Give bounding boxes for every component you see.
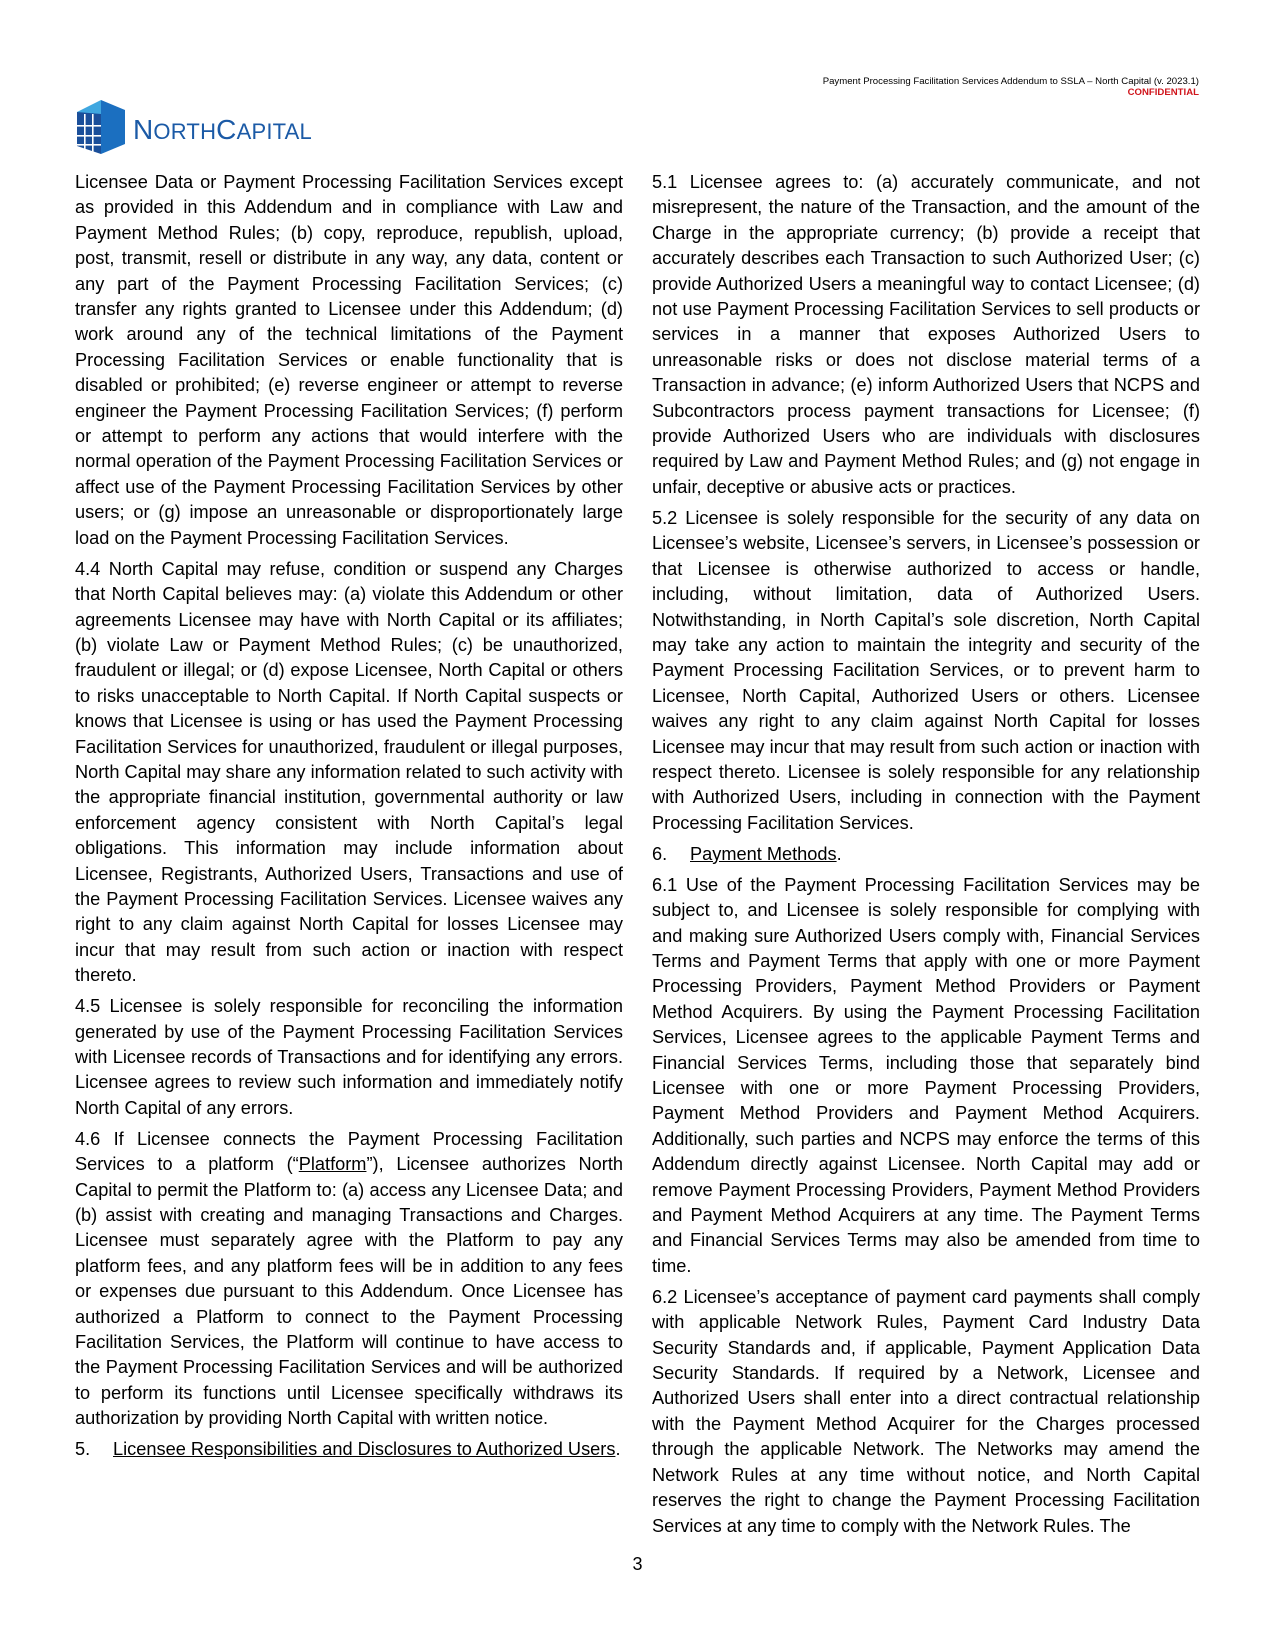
section-5-heading: 5. Licensee Responsibilities and Disclosures to Authorized Users. — [75, 1439, 621, 1460]
platform-defined-term: Platform — [298, 1154, 367, 1175]
paragraph-6-1: 6.1 Use of the Payment Processing Facilitation Services may be subject to, and Licensee is solely responsible for complying with and making sure Authorized Users comply with, Financial Services Terms and Payment Terms that apply with one or more Payment Processing Providers, Payment Method Providers or Payment Method Acquirers. By using the Payment Processing Facilitation Services, Licensee agrees to the applicable Payment Terms and Financial Services Terms, including those that separately bind Licensee with one or more Payment Processing Providers, Payment Method Providers and Payment Method Acquirers. Additionally, such parties and NCPS may enforce the terms of this Addendum directly against Licensee. North Capital may add or remove Payment Processing Providers, Payment Method Providers and Payment Method Acquirers at any time. The Payment Terms and Financial Services Terms may also be amended from time to time. — [652, 874, 1200, 1276]
north-capital-logo — [75, 98, 312, 154]
building-cube-icon — [75, 98, 127, 154]
logo-wordmark: NORTHCAPITAL — [133, 114, 312, 145]
paragraph-4-4: 4.4 North Capital may refuse, condition or suspend any Charges that North Capital believes may: (a) violate this Addendum or other agreements Licensee may have with North Capital or its affiliates; (b) violate Law or Payment Method Rules; (c) be unauthorized, fraudulent or illegal; or (d) expose Licensee, North Capital or others to risks unacceptable to North Capital. If North Capital suspects or knows that Licensee is using or has used the Payment Processing Facilitation Services for unauthorized, fraudulent or illegal purposes, North Capital may share any information related to such activity with the appropriate financial institution, governmental authority or law enforcement agency consistent with North Capital’s legal obligations. This information may include information about Licensee, Registrants, Authorized Users, Transactions and use of the Payment Processing Facilitation Services. Licensee waives any right to any claim against North Capital for losses Licensee may incur that may result from such action or inaction with respect thereto. — [75, 558, 623, 986]
page-number: 3 — [632, 1554, 643, 1574]
right-column — [652, 170, 1200, 1545]
confidential-label: CONFIDENTIAL — [1127, 87, 1199, 98]
paragraph-5-2: 5.2 Licensee is solely responsible for the security of any data on Licensee’s website, Licensee’s servers, in Licensee’s possession or that Licensee is otherwise authorized to access or handle, including, without limitation, data of Authorized Users. Notwithstanding, in North Capital’s sole discretion, North Capital may take any action to maintain the integrity and security of the Payment Processing Facilitation Services, or to prevent harm to Licensee, North Capital, Authorized Users or others. Licensee waives any right to any claim against North Capital for losses Licensee may incur that may result from such action or inaction with respect thereto. Licensee is solely responsible for any relationship with Authorized Users, including in connection with the Payment Processing Facilitation Services. — [652, 507, 1200, 833]
document-header — [823, 76, 1199, 98]
paragraph-6-2: 6.2 Licensee’s acceptance of payment card payments shall comply with applicable Network Rules, Payment Card Industry Data Security Standards and, if applicable, Payment Application Data Security Standards. If required by a Network, Licensee and Authorized Users shall enter into a direct contractual relationship with the Payment Method Acquirer for the Charges processed through the applicable Network. The Networks may amend the Network Rules at any time without notice, and North Capital reserves the right to change the Payment Processing Facilitation Services at any time to comply with the Network Rules. The — [652, 1286, 1200, 1536]
paragraph-4-5: 4.5 Licensee is solely responsible for reconciling the information generated by use of the Payment Processing Facilitation Services with Licensee records of Transactions and for identifying any errors. Licensee agrees to review such information and immediately notify North Capital of any errors. — [75, 996, 623, 1118]
header-title: Payment Processing Facilitation Services Addendum to SSLA – North Capital (v. 2023.1) — [822, 76, 1199, 87]
paragraph-4-6: 4.6 If Licensee connects the Payment Processing Facilitation Services to a platform (“Platform”), Licensee authorizes North Capital to permit the Platform to: (a) access any Licensee Data; and (b) assist with creating and managing Transactions and Charges. Licensee must separately agree with the Platform to pay any platform fees, and any platform fees will be in addition to any fees or expenses due pursuant to this Addendum. Once Licensee has authorized a Platform to connect to the Payment Processing Facilitation Services, the Platform will continue to have access to the Payment Processing Facilitation Services and will be authorized to perform its functions until Licensee specifically withdraws its authorization by providing North Capital with written notice. — [75, 1128, 623, 1429]
section-5-title: Licensee Responsibilities and Disclosures to Authorized Users — [113, 1439, 616, 1460]
section-6-title: Payment Methods — [690, 843, 837, 864]
paragraph-5-1: 5.1 Licensee agrees to: (a) accurately communicate, and not misrepresent, the nature of the Transaction, and the amount of the Charge in the appropriate currency; (b) provide a receipt that accurately describes each Transaction to such Authorized User; (c) provide Authorized Users a meaningful way to contact Licensee; (d) not use Payment Processing Facilitation Services to sell products or services in a manner that exposes Authorized Users to unreasonable risks or does not disclose material terms of a Transaction in advance; (e) inform Authorized Users that NCPS and Subcontractors process payment transactions for Licensee; (f) provide Authorized Users who are individuals with disclosures required by Law and Payment Method Rules; and (g) not engage in unfair, deceptive or abusive acts or practices. — [652, 172, 1200, 497]
section-6-heading: 6. Payment Methods. — [652, 843, 842, 864]
left-column — [75, 170, 623, 1468]
paragraph-continued: Licensee Data or Payment Processing Facilitation Services except as provided in this Addendum and in compliance with Law and Payment Method Rules; (b) copy, reproduce, republish, upload, post, transmit, resell or distribute in any way, any data, content or any part of the Payment Processing Facilitation Services; (c) transfer any rights granted to Licensee under this Addendum; (d) work around any of the technical limitations of the Payment Processing Facilitation Services or enable functionality that is disabled or prohibited; (e) reverse engineer or attempt to reverse engineer the Payment Processing Facilitation Services; (f) perform or attempt to perform any actions that would interfere with the normal operation of the Payment Processing Facilitation Services or affect use of the Payment Processing Facilitation Services by other users; or (g) impose an unreasonable or disproportionately large load on the Payment Processing Facilitation Services. — [75, 172, 623, 548]
